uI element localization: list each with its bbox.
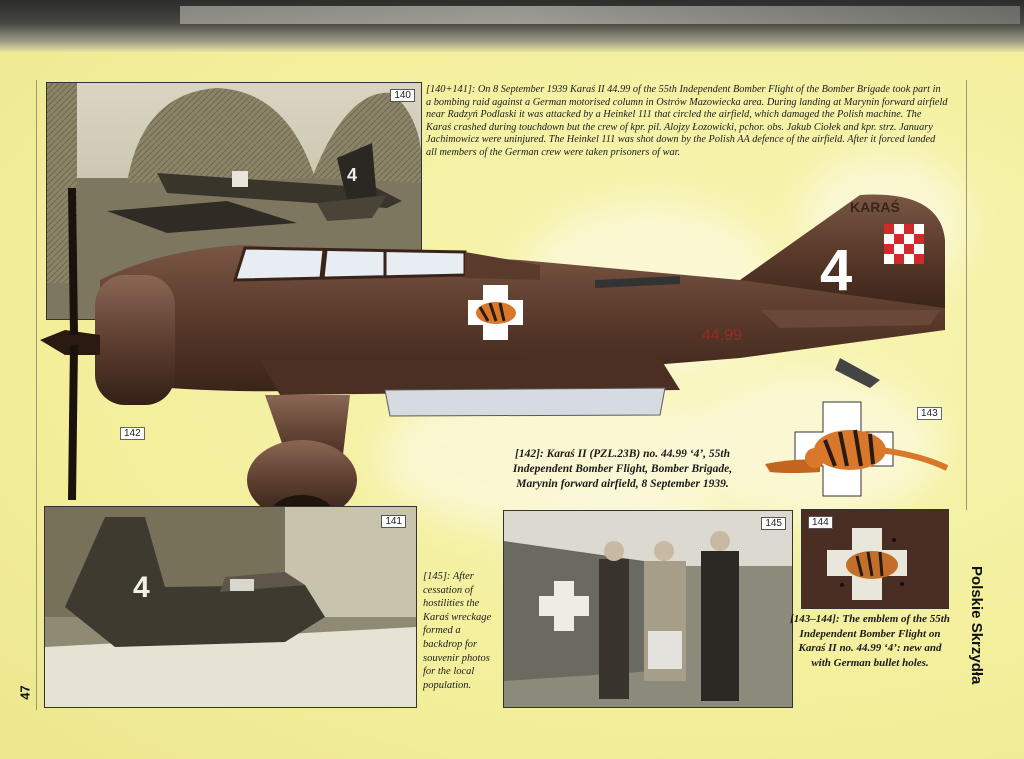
section-title: Polskie Skrzydła xyxy=(968,566,985,685)
caption-140-141 xyxy=(426,84,948,160)
caption-text: Karaś II (PZL.23B) no. 44.99 ‘4’, 55th Independent Bomber Flight, Bomber Brigade, Marynin forward airfield, 8 September 1939. xyxy=(512,448,733,490)
photo-number: 141 xyxy=(381,515,406,528)
svg-text:4: 4 xyxy=(133,571,150,604)
polish-checkerboard xyxy=(884,224,924,264)
caption-ref: [140+141]: xyxy=(426,84,476,95)
tail-number: 4 xyxy=(820,238,853,303)
caption-145 xyxy=(423,570,495,692)
caption-text: After cessation of hostilities the Karaś wreckage formed a backdrop for souvenir photos for the local population. xyxy=(423,571,492,691)
tail-lettering: KARAŚ xyxy=(850,199,900,215)
serial-number: 44.99 xyxy=(702,327,743,344)
caption-143-144 xyxy=(790,612,950,670)
svg-text:4: 4 xyxy=(347,165,358,185)
page-number: 47 xyxy=(17,685,33,700)
margin-rule xyxy=(36,80,37,710)
photo-number: 144 xyxy=(808,516,833,529)
profile-number: 142 xyxy=(120,427,145,440)
photo-number: 140 xyxy=(390,89,415,102)
caption-text: On 8 September 1939 Karaś II 44.99 of the 55th Independent Bomber Flight of the Bomber Brigade took part in a bombing raid against a German motorised column in Ostrów Mazowiecka area. During landing at Marynin forward airfield near Radzyń Podlaski it was attacked by a Heinkel 111 that circled the airfield, which damaged the Polish machine. The Karaś crashed during touchdown but the crew of kpr. pil. Alojzy Łozowicki, pchor. obs. Jakub Ciołek and kpr. strz. January Jachimowicz were uninjured. The Heinkel 111 was shot down by the Polish AA defence of the airfield. After it forced landed all members of the German crew were taken prisoners of war. xyxy=(426,84,948,158)
caption-ref: [145]: xyxy=(423,571,451,582)
photo-145 xyxy=(503,510,793,708)
margin-rule xyxy=(966,80,967,510)
book-spine-shadow xyxy=(0,0,1024,52)
caption-142 xyxy=(500,447,745,492)
photo-number: 145 xyxy=(761,517,786,530)
caption-ref: [143–144]: xyxy=(790,613,840,625)
caption-ref: [142]: xyxy=(515,448,544,460)
photo-141 xyxy=(44,506,417,708)
photo-144 xyxy=(801,509,949,609)
caption-text: The emblem of the 55th Independent Bomber Flight on Karaś II no. 44.99 ‘4’: new and with German bullet holes. xyxy=(798,613,950,669)
emblem-number: 143 xyxy=(917,407,942,420)
